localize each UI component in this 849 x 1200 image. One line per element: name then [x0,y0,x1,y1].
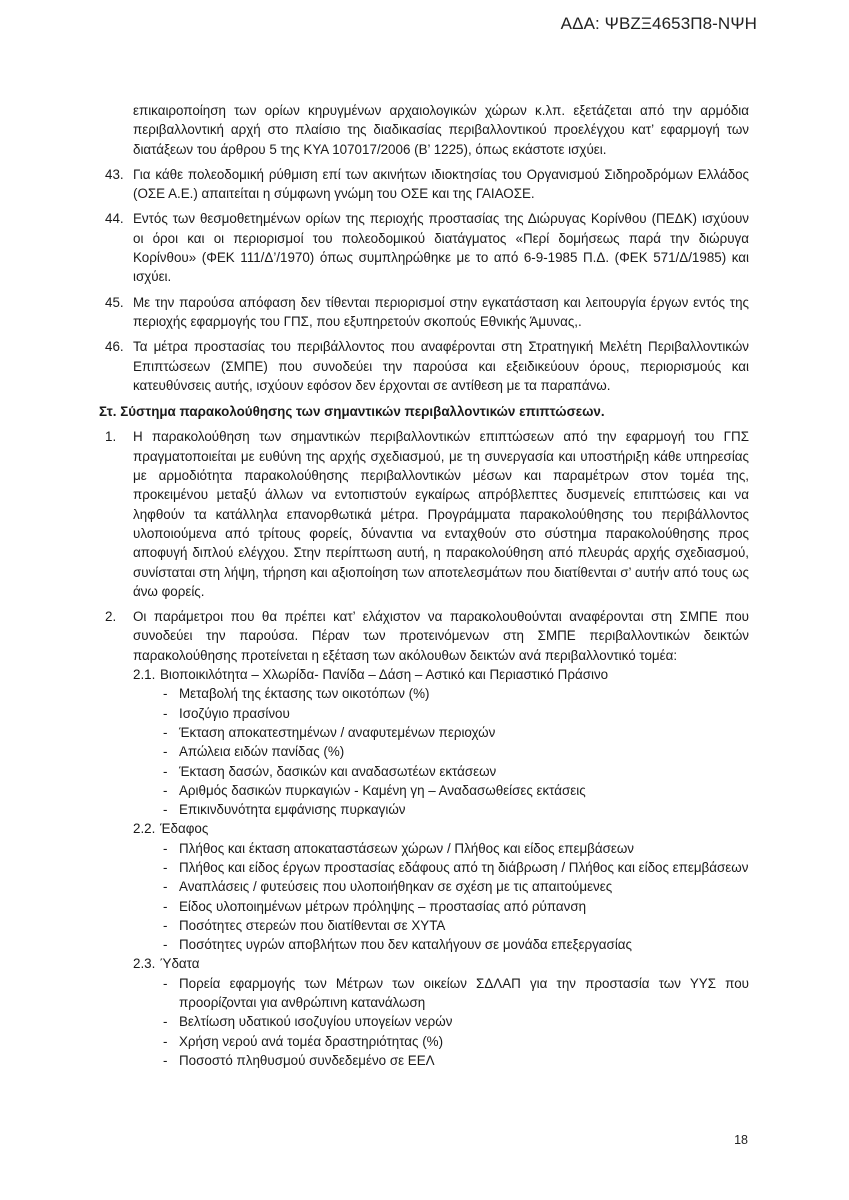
section-heading: Στ. Σύστημα παρακολούθησης των σημαντικών περιβαλλοντικών επιπτώσεων. [99,404,605,420]
paragraph-number: 2. [105,609,117,625]
intro-paragraph: επικαιροποίηση των ορίων κηρυγμένων αρχαιολογικών χώρων κ.λπ. εξετάζεται από την αρμόδια περιβαλλοντική αρχή στο πλαίσιο της διαδικασίας περιβαλλοντικού προελέγχου κατ’ εφαρμογή των διατάξεων του άρθρου 5 της ΚΥΑ 107017/2006 (Β’ 1225), όπως εκάστοτε ισχύει. [133,103,749,157]
section-paragraph-1 [105,427,749,601]
indicator-item [105,684,749,703]
page-number: 18 [734,1133,748,1147]
indicator-text: Χρήση νερού ανά τομέα δραστηριότητας (%) [179,1033,444,1049]
indicator-item [105,935,749,954]
indicator-item [105,800,749,819]
indicator-text: Ποσοστό πληθυσμού συνδεδεμένο σε ΕΕΛ [179,1052,435,1068]
dash-bullet: - [163,879,168,895]
indicator-item [105,839,749,858]
dash-bullet: - [163,898,168,914]
ada-header: ΑΔΑ: ΨΒΖΞ4653Π8-ΝΨΗ [560,14,757,33]
dash-bullet: - [163,802,168,818]
group-title: Βιοποικιλότητα – Χλωρίδα- Πανίδα – Δάση – Αστικό και Περιαστικό Πράσινο [160,667,609,683]
indicator-text: Είδος υλοποιημένων μέτρων πρόληψης – προστασίας από ρύπανση [179,898,587,914]
indicator-group-title [133,819,749,838]
indicator-item [105,1051,749,1070]
indicator-item [105,704,749,723]
group-number: 2.3. [133,956,156,972]
item-text: Εντός των θεσμοθετημένων ορίων της περιοχής προστασίας της Διώρυγας Κορίνθου (ΠΕΔΚ) ισχύουν οι όροι και οι περιορισμοί του πολεοδομικού διατάγματος «Περί δομήσεως παρά την διώρυγα Κορίνθου» (ΦΕΚ 111/Δ’/1970) όπως συμπληρώθηκε με το από 6-9-1985 Π.Δ. (ΦΕΚ 571/Δ/1985) και ισχύει. [133,211,749,285]
indicator-item [105,916,749,935]
indicator-text: Αναπλάσεις / φυτεύσεις που υλοποιήθηκαν σε σχέση με τις απαιτούμενες [179,879,613,895]
indicator-text: Απώλεια ειδών πανίδας (%) [179,744,345,760]
indicator-text: Πλήθος και είδος έργων προστασίας εδάφους από τη διάβρωση / Πλήθος και είδος επεμβάσεων [179,859,749,875]
document-body [99,101,749,1070]
section-paragraph-2 [105,607,749,665]
numbered-items [105,165,749,395]
indicator-item [105,742,749,761]
item-text: Τα μέτρα προστασίας του περιβάλλοντος που αναφέρονται στη Στρατηγική Μελέτη Περιβαλλοντικών Επιπτώσεων (ΣΜΠΕ) που συνοδεύει την παρούσα και εξειδικεύουν όρους, περιορισμούς και κατευθύνσεις αυτής, ισχύουν εφόσον δεν έρχονται σε αντίθεση με τα παραπάνω. [133,339,749,393]
numbered-item [105,165,749,204]
item-number: 43. [105,166,124,182]
indicator-text: Πλήθος και έκταση αποκαταστάσεων χώρων / Πλήθος και είδος επεμβάσεων [179,840,634,856]
indicator-text: Ποσότητες υγρών αποβλήτων που δεν καταλήγουν σε μονάδα επεξεργασίας [179,937,632,953]
numbered-item [105,209,749,286]
paragraph-text: Η παρακολούθηση των σημαντικών περιβαλλοντικών επιπτώσεων από την εφαρμογή του ΓΠΣ πραγματοποιείται με ευθύνη της αρχής σχεδιασμού, με τη συνεργασία και υποστήριξη κάθε υπηρεσίας με αρμοδιότητα παρακολούθησης περιβαλλοντικών μέσων και παραμέτρων στον τομέα της, προκειμένου μεταξύ άλλων να εντοπιστούν εγκαίρως απρόβλεπτες δυσμενείς επιπτώσεις και να ληφθούν τα κατάλληλα επανορθωτικά μέτρα. Προγράμματα παρακολούθησης του περιβάλλοντος υλοποιούμενα από τρίτους φορείς, δύναντια να ενταχθούν στο σύστημα παρακολούθησης προς αποφυγή διπλού ελέγχου. Στην περίπτωση αυτή, η παρακολούθηση από πλευράς αρχής σχεδιασμού, συνίσταται στη λήψη, τήρηση και αξιοποίηση των αποτελεσμάτων που διατίθενται σ’ αυτήν από τους ως άνω φορείς. [133,429,749,599]
item-number: 45. [105,294,124,310]
dash-bullet: - [163,917,168,933]
group-number: 2.1. [133,667,156,683]
indicator-groups [105,665,749,1070]
paragraph-text: Οι παράμετροι που θα πρέπει κατ’ ελάχιστον να παρακολουθούνται αναφέρονται στη ΣΜΠΕ που συνοδεύει την παρούσα. Πέραν των προτεινόμενων στη ΣΜΠΕ περιβαλλοντικών δεικτών παρακολούθησης προτείνεται η εξέταση των ακόλουθων δεικτών ανά περιβαλλοντικό τομέα: [133,609,749,663]
group-number: 2.2. [133,821,156,837]
dash-bullet: - [163,744,168,760]
numbered-item [105,337,749,395]
item-number: 46. [105,339,124,355]
dash-bullet: - [163,763,168,779]
indicator-item [105,1012,749,1031]
numbered-item [105,293,749,332]
dash-bullet: - [163,705,168,721]
indicator-text: Επικινδυνότητα εμφάνισης πυρκαγιών [179,802,406,818]
indicator-item [105,974,749,1013]
dash-bullet: - [163,1033,168,1049]
indicator-text: Έκταση δασών, δασικών και αναδασωτέων εκτάσεων [179,763,497,779]
item-number: 44. [105,211,124,227]
item-text: Για κάθε πολεοδομική ρύθμιση επί των ακινήτων ιδιοκτησίας του Οργανισμού Σιδηροδρόμων Ελλάδος (ΟΣΕ Α.Ε.) απαιτείται η σύμφωνη γνώμη του ΟΣΕ και της ΓΑΙΑΟΣΕ. [133,166,749,202]
indicator-text: Ποσότητες στερεών που διατίθενται σε ΧΥΤΑ [179,917,446,933]
indicator-text: Αριθμός δασικών πυρκαγιών - Καμένη γη – Αναδασωθείσες εκτάσεις [179,782,586,798]
group-title: Έδαφος [160,821,209,837]
dash-bullet: - [163,1014,168,1030]
dash-bullet: - [163,1052,168,1068]
indicator-item [105,897,749,916]
item-text: Με την παρούσα απόφαση δεν τίθενται περιορισμοί στην εγκατάσταση και λειτουργία έργων εντός της περιοχής εφαρμογής του ΓΠΣ, που εξυπηρετούν σκοπούς Εθνικής Άμυνας,. [133,294,749,329]
indicator-group-title [133,665,749,684]
indicator-text: Ισοζύγιο πρασίνου [179,705,290,721]
dash-bullet: - [163,724,168,740]
dash-bullet: - [163,937,168,953]
indicator-item [105,723,749,742]
indicator-text: Έκταση αποκατεστημένων / αναφυτεμένων περιοχών [179,724,496,740]
indicator-text: Μεταβολή της έκτασης των οικοτόπων (%) [179,686,430,702]
indicator-item [105,877,749,896]
indicator-item [105,781,749,800]
dash-bullet: - [163,782,168,798]
dash-bullet: - [163,975,168,991]
group-title: Ύδατα [160,956,200,972]
paragraph-number: 1. [105,429,117,445]
indicator-text: Βελτίωση υδατικού ισοζυγίου υπογείων νερών [179,1014,453,1030]
dash-bullet: - [163,859,168,875]
indicator-text: Πορεία εφαρμογής των Μέτρων των οικείων ΣΔΛΑΠ για την προστασία των ΥΥΣ που προορίζονται για ανθρώπινη κατανάλωση [179,975,749,1011]
dash-bullet: - [163,686,168,702]
indicator-item [105,762,749,781]
indicator-item [105,1032,749,1051]
indicator-group-title [133,954,749,973]
dash-bullet: - [163,840,168,856]
indicator-item [105,858,749,877]
